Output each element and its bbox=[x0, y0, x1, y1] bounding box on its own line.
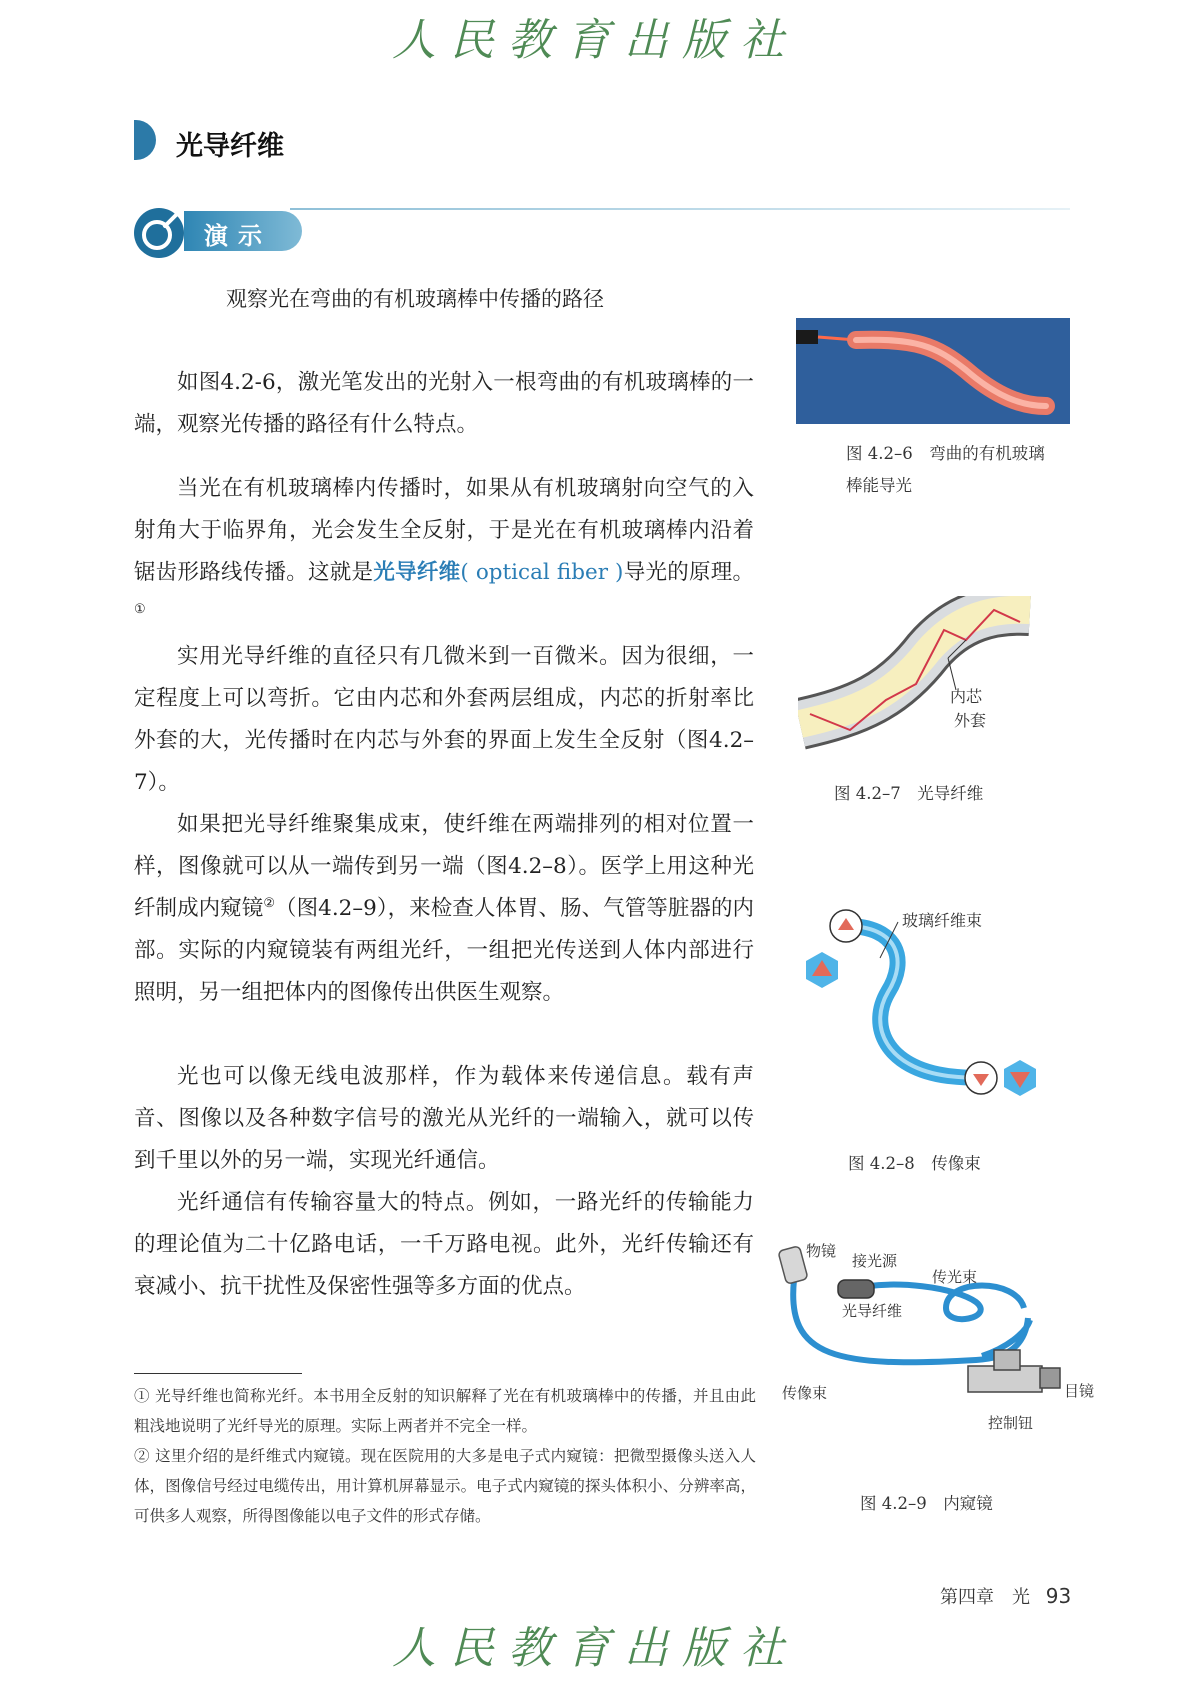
page-number: 93 bbox=[1045, 1584, 1072, 1608]
term-optical-fiber: 光导纤维 bbox=[373, 560, 461, 585]
publisher-watermark-bottom: 人民教育出版社 bbox=[392, 1623, 798, 1674]
paragraph-text: 如果把光导纤维聚集成束，使纤维在两端排列的相对位置一样，图像就可以从一端传到另一端（图4.2–8）。医学上用这种光纤制成内窥镜 bbox=[134, 812, 754, 921]
paragraph-fiber-advantages: 光纤通信有传输容量大的特点。例如，一路光纤的传输能力的理论值为二十亿路电话，一千万路电视。此外，光纤传输还有衰减小、抗干扰性及保密性强等多方面的优点。 bbox=[134, 1190, 754, 1299]
label-light-bundle: 传光束 bbox=[932, 1268, 978, 1286]
label-glass-fiber-bundle: 玻璃纤维束 bbox=[902, 911, 983, 930]
figure-caption-4-2-7: 图 4.2–7 光导纤维 bbox=[834, 784, 984, 803]
demo-title: 观察光在弯曲的有机玻璃棒中传播的路径 bbox=[226, 287, 604, 311]
term-english: ( optical fiber ) bbox=[460, 560, 624, 585]
label-image-bundle: 传像束 bbox=[782, 1384, 828, 1402]
figure-caption-4-2-8: 图 4.2–8 传像束 bbox=[848, 1154, 981, 1173]
section-marker bbox=[134, 120, 156, 160]
figure-optical-fiber-diagram bbox=[798, 596, 1038, 756]
footnote-1: ① 光导纤维也简称光纤。本书用全反射的知识解释了光在有机玻璃棒中的传播，并且由此粗浅地说明了光纤导光的原理。实际上两者并不完全一样。 bbox=[134, 1387, 756, 1435]
magnifier-icon bbox=[132, 206, 186, 260]
paragraph-text: 导光的原理。 bbox=[623, 560, 754, 585]
paragraph-demo-instructions: 如图4.2-6，激光笔发出的光射入一根弯曲的有机玻璃棒的一端，观察光传播的路径有什么特点。 bbox=[134, 370, 754, 437]
paragraph-fiber-communication: 光也可以像无线电波那样，作为载体来传递信息。载有声音、图像以及各种数字信号的激光从光纤的一端输入，就可以传到千里以外的另一端，实现光纤通信。 bbox=[134, 1064, 754, 1173]
paragraph-image-bundle bbox=[134, 804, 754, 1014]
paragraph-text: 当光在有机玻璃棒内传播时，如果从有机玻璃射向空气的入射角大于临界角，光会发生全反射，于是光在有机玻璃棒内沿着锯齿形路线传播。这就是 bbox=[134, 476, 754, 585]
label-core: 内芯 bbox=[950, 687, 983, 706]
demo-label: 演示 bbox=[204, 222, 272, 250]
chapter-label: 第四章 光 bbox=[940, 1587, 1030, 1608]
label-light-source: 接光源 bbox=[852, 1252, 898, 1270]
figure-caption-4-2-9: 图 4.2–9 内窥镜 bbox=[860, 1494, 993, 1513]
publisher-watermark-top: 人民教育出版社 bbox=[392, 15, 798, 66]
page-footer bbox=[940, 1583, 1071, 1609]
figure-bent-rod-photo bbox=[796, 318, 1070, 424]
footnote-ref-2[interactable]: ② bbox=[263, 895, 276, 911]
figure-image-bundle bbox=[798, 900, 1050, 1110]
footnote-rule bbox=[134, 1373, 302, 1374]
footnote-2: ② 这里介绍的是纤维式内窥镜。现在医院用的大多是电子式内窥镜：把微型摄像头送入人体，图像信号经过电缆传出，用计算机屏幕显示。电子式内窥镜的探头体积小、分辨率高，可供多人观察，所得图像能以电子文件的形式存储。 bbox=[134, 1447, 756, 1525]
label-control-knob: 控制钮 bbox=[988, 1414, 1034, 1432]
figure-endoscope bbox=[776, 1238, 1098, 1438]
label-cladding: 外套 bbox=[954, 711, 987, 730]
figure-caption-4-2-6: 图 4.2–6 弯曲的有机玻璃棒能导光 bbox=[846, 444, 1045, 495]
paragraph-text: （图4.2–9），来检查人体胃、肠、气管等脏器的内部。实际的内窥镜装有两组光纤，一组把光传送到人体内部进行照明，另一组把体内的图像传出供医生观察。 bbox=[134, 896, 754, 1005]
demo-rule bbox=[290, 208, 1070, 210]
label-objective: 物镜 bbox=[806, 1242, 837, 1260]
paragraph-fiber-structure: 实用光导纤维的直径只有几微米到一百微米。因为很细，一定程度上可以弯折。它由内芯和外套两层组成，内芯的折射率比外套的大，光传播时在内芯与外套的界面上发生全反射（图4.2–7）。 bbox=[134, 644, 754, 795]
paragraph-total-reflection bbox=[134, 468, 754, 636]
section-title: 光导纤维 bbox=[176, 131, 284, 162]
label-eyepiece: 目镜 bbox=[1064, 1382, 1095, 1400]
footnote-ref-1[interactable]: ① bbox=[134, 601, 146, 617]
label-optical-fiber: 光导纤维 bbox=[842, 1302, 903, 1320]
